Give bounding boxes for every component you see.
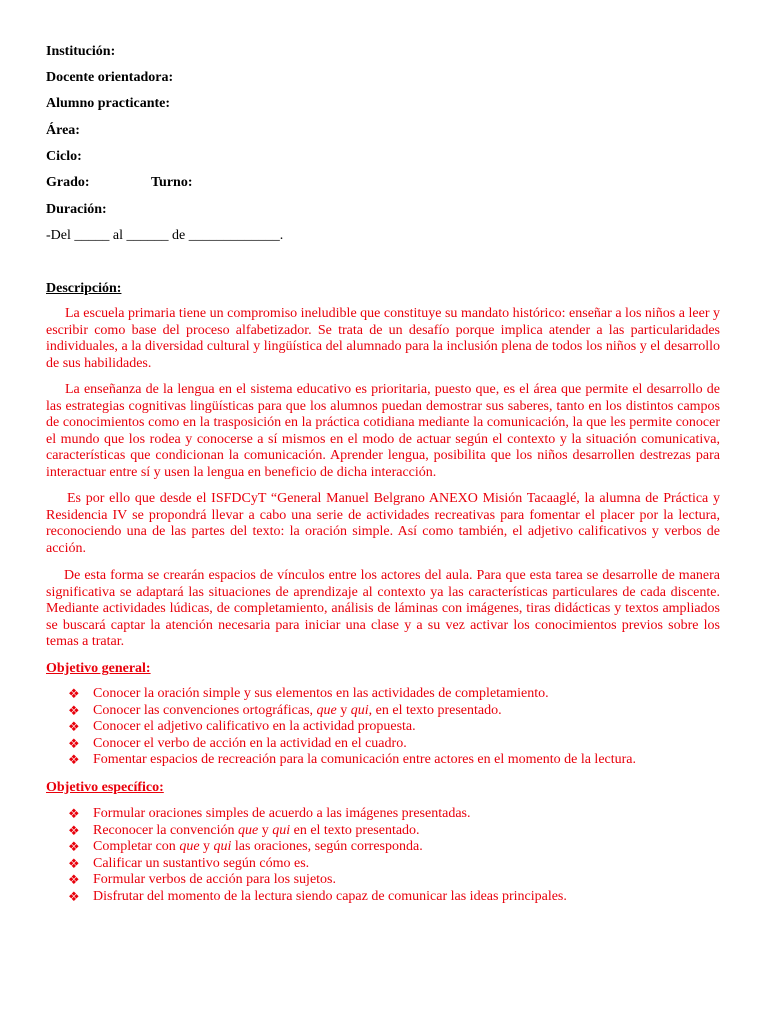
turno-label: Turno: — [151, 175, 193, 190]
list-item: ❖ Formular oraciones simples de acuerdo a las imágenes presentadas. — [68, 806, 471, 821]
area-label: Área: — [46, 123, 80, 138]
duracion-dates: -Del _____ al ______ de _____________. — [46, 228, 284, 243]
objetivo-general-title: Objetivo general: — [46, 661, 151, 676]
objetivo-especifico-title: Objetivo específico: — [46, 780, 164, 795]
list-item: ❖ Completar con que y qui las oraciones, según corresponda. — [68, 839, 423, 855]
diamond-bullet-icon: ❖ — [68, 888, 80, 904]
list-item: ❖ Disfrutar del momento de la lectura siendo capaz de comunicar las ideas principales. — [68, 888, 567, 904]
grado-turno-row — [46, 175, 193, 191]
list-item: ❖ Conocer la oración simple y sus elementos en las actividades de completamiento. — [68, 686, 549, 701]
list-item: ❖ Calificar un sustantivo según cómo es. — [68, 855, 310, 871]
alumno-label: Alumno practicante: — [46, 96, 171, 111]
diamond-bullet-icon: ❖ — [68, 822, 80, 838]
diamond-bullet-icon: ❖ — [68, 839, 80, 855]
list-item: ❖ Fomentar espacios de recreación para la comunicación entre actores en el momento de la lectura. — [68, 752, 637, 768]
descripcion-paragraph-4: De esta forma se crearán espacios de vínculos entre los actores del aula. Para que esta tarea se desarrolle de manera significativa se adaptará las situaciones de aprendizaje al contexto ya las características particulares de cada discente. Mediante actividades lúdicas, de completamiento, análisis de láminas con imágenes, tiras didácticas y textos ampliados se buscará captar la atención necesaria para iniciar una clase y a su vez activar los conocimientos previos sobre los temas a tratar. — [46, 568, 720, 649]
docente-label: Docente orientadora: — [46, 70, 174, 85]
diamond-bullet-icon: ❖ — [68, 752, 80, 768]
diamond-bullet-icon: ❖ — [68, 735, 80, 751]
list-item: ❖ Formular verbos de acción para los sujetos. — [68, 872, 336, 888]
objetivo-general-list — [68, 686, 636, 769]
descripcion-title: Descripción: — [46, 281, 122, 296]
diamond-bullet-icon: ❖ — [68, 702, 80, 718]
diamond-bullet-icon: ❖ — [68, 872, 80, 888]
diamond-bullet-icon: ❖ — [68, 719, 80, 735]
descripcion-paragraph-3: Es por ello que desde el ISFDCyT “General Manuel Belgrano ANEXO Misión Tacaaglé, la alumna de Práctica y Residencia IV se propondrá llevar a cabo una serie de actividades recreativas para fomentar el placer por la lectura, reconociendo una de las partes del texto: la oración simple. Así como también, el adjetivo calificativos y verbos de acción. — [46, 491, 720, 556]
descripcion-paragraph-1: La escuela primaria tiene un compromiso ineludible que constituye su mandato histórico: enseñar a los niños a leer y escribir como base del proceso alfabetizador. Se trata de un desafío porque implica atender a las particularidades individuales, a la diversidad cultural y lingüística del alumnado para la inclusión plena de todos los niños y el desarrollo de sus habilidades. — [46, 306, 720, 371]
list-item: ❖ Conocer el adjetivo calificativo en la actividad propuesta. — [68, 719, 416, 735]
list-item: ❖ Reconocer la convención que y qui en el texto presentado. — [68, 822, 420, 838]
ciclo-label: Ciclo: — [46, 149, 82, 164]
diamond-bullet-icon: ❖ — [68, 686, 80, 701]
list-item: ❖ Conocer las convenciones ortográficas, que y qui, en el texto presentado. — [68, 702, 502, 718]
objetivo-especifico-list — [68, 806, 567, 906]
institucion-label: Institución: — [46, 44, 116, 59]
duracion-label: Duración: — [46, 202, 107, 217]
descripcion-paragraph-2: La enseñanza de la lengua en el sistema educativo es prioritaria, puesto que, es el área que permite el desarrollo de las estrategias cognitivas lingüísticas para que los alumnos puedan demostrar sus saberes, tanto en los distintos campos de conocimientos como en la trasposición en la práctica cotidiana mediante la comunicación, la que les permite conocer el mundo que los rodea y conocerse a sí mismos en el modo de actuar según el contexto y la situación comunicativa, características que condicionan la comunicación. Aprender lengua, posibilita que los niños desarrollen destrezas para interactuar entre sí y usen la lengua en beneficio de dicha interacción. — [46, 382, 720, 480]
diamond-bullet-icon: ❖ — [68, 806, 80, 821]
diamond-bullet-icon: ❖ — [68, 855, 80, 871]
list-item: ❖ Conocer el verbo de acción en la actividad en el cuadro. — [68, 735, 407, 751]
grado-label: Grado: — [46, 175, 90, 190]
